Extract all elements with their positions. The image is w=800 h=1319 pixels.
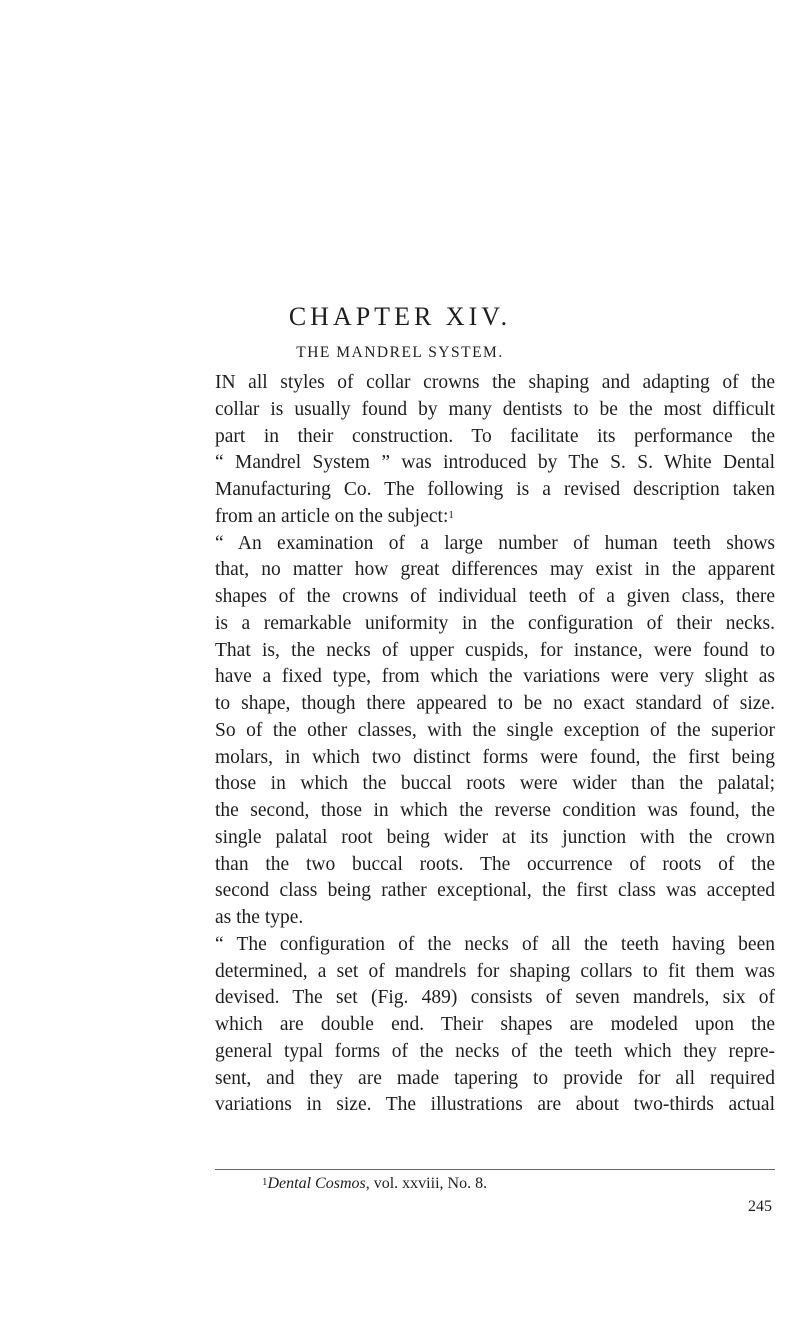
text-line: “ Mandrel System ” was introduced by The S. S. White Dental [215,452,775,474]
footnote-divider [215,1169,775,1170]
footnote-detail: , vol. xxviii, No. 8. [365,1175,488,1192]
text-line: That is, the necks of upper cuspids, for instance, were found to [215,639,775,661]
text-line: than the two buccal roots. The occurrence of roots of the [215,853,775,875]
footnote-reference: 1 [448,508,454,521]
chapter-heading: CHAPTER XIV. [288,302,512,331]
footnote-source: Dental Cosmos [267,1175,366,1192]
text-line: variations in size. The illustrations are about two-thirds actual [215,1094,775,1116]
text-line: second class being rather exceptional, the first class was accepted [215,880,775,902]
text-line: shapes of the crowns of individual teeth of a given class, there [215,586,775,607]
text-line: which are double end. Their shapes are modeled upon the [215,1014,775,1035]
text-line: “ The configuration of the necks of all the teeth having been [215,933,775,955]
footnote-marker: 1 [262,1176,268,1188]
text-line: from an article on the subject: [215,505,449,527]
text-line: sent, and they are made tapering to provide for all required [215,1067,775,1089]
text-line: those in which the buccal roots were wider than the palatal; [215,773,775,795]
text-line: have a fixed type, from which the variations were very slight as [215,666,775,688]
text-line: So of the other classes, with the single exception of the superior [215,719,775,741]
text-line: as the type. [215,907,304,928]
footnote [262,1174,487,1194]
text-line: to shape, though there appeared to be no exact standard of size. [215,693,775,714]
text-line: molars, in which two distinct forms were found, the first being [215,746,775,768]
page-number: 245 [748,1198,772,1215]
text-line-with-footnote [215,504,775,531]
text-line: “ An examination of a large number of human teeth shows [215,532,775,554]
body-text [215,370,775,1119]
text-line: the second, those in which the reverse condition was found, the [215,800,775,821]
text-line: determined, a set of mandrels for shaping collars to fit them was [215,960,775,982]
text-line: part in their construction. To facilitate its performance the [215,425,775,447]
text-line: is a remarkable uniformity in the configuration of their necks. [215,612,775,634]
text-line: that, no matter how great differences may exist in the apparent [215,559,775,581]
text-line: devised. The set (Fig. 489) consists of seven mandrels, six of [215,987,775,1009]
text-line: Manufacturing Co. The following is a revised description taken [215,479,775,500]
text-line: general typal forms of the necks of the teeth which they repre- [215,1040,775,1062]
text-line: single palatal root being wider at its junction with the crown [215,826,775,848]
text-line: collar is usually found by many dentists to be the most difficult [215,398,775,420]
text-line: IN all styles of collar crowns the shaping and adapting of the [215,372,775,393]
section-title: THE MANDREL SYSTEM. [296,344,504,361]
